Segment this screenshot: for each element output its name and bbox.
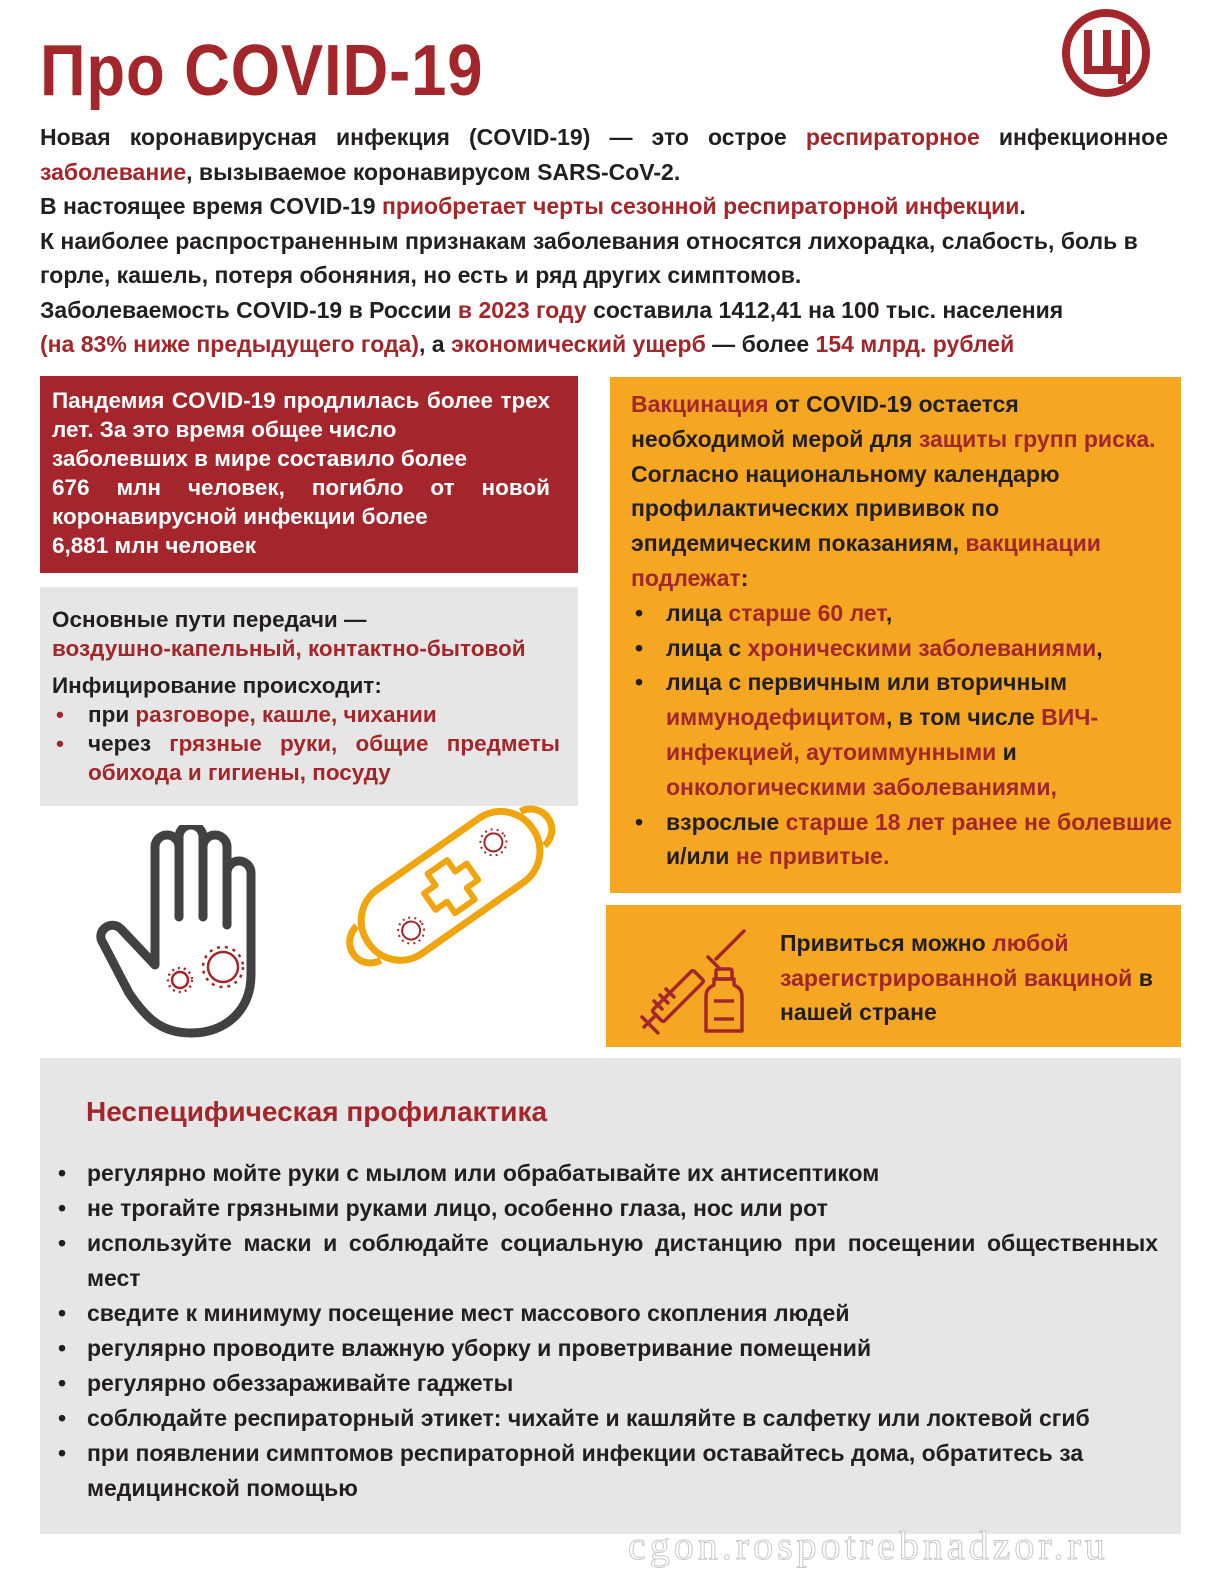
pandemic-text-line: заболевших в мире составило более (52, 446, 468, 471)
list-item: • не трогайте грязными руками лицо, особенно глаза, нос или рот (52, 1191, 1158, 1226)
routes-label: Основные пути передачи — (52, 607, 367, 632)
list-item: • регулярно мойте руки с мылом или обрабатывайте их антисептиком (52, 1156, 1158, 1191)
list-item: • лица с первичным или вторичным иммунодефицитом, в том числе ВИЧ-инфекцией, аутоиммунными и онкологическими заболеваниями, (631, 665, 1173, 804)
list-item: • соблюдайте респираторный этикет: чихайте и кашляйте в салфетку или локтевой сгиб (52, 1401, 1158, 1436)
pandemic-info-box (40, 376, 578, 573)
syringe-icon (640, 927, 750, 1035)
intro-text (40, 120, 1168, 362)
vaccinate-box (606, 905, 1181, 1047)
list-item: • взрослые старше 18 лет ранее не болевшие и/или не привитые. (631, 805, 1173, 875)
infection-list (52, 700, 560, 787)
vaccination-box (610, 377, 1181, 893)
mask-icon (320, 785, 580, 980)
list-item: • через грязные руки, общие предметы обихода и гигиены, посуду (52, 729, 560, 787)
list-item: • используйте маски и соблюдайте социальную дистанцию при посещении общественных мест (52, 1226, 1158, 1296)
transmission-box (40, 587, 578, 806)
pandemic-text-line: 676 млн человек, погибло от новой (52, 475, 550, 500)
vaccination-intro: Вакцинация от COVID-19 остается необходимой мерой для защиты групп риска. (631, 391, 1156, 452)
list-item: • регулярно проводите влажную уборку и проветривание помещений (52, 1331, 1158, 1366)
vaccination-calendar: Согласно национальному календарю профилактических прививок по эпидемическим показаниям, вакцинации подлежат: (631, 460, 1101, 591)
section-title: Неспецифическая профилактика (86, 1096, 548, 1127)
risk-groups-list (631, 596, 1173, 874)
intro-paragraph-definition: Новая коронавирусная инфекция (COVID-19) — это острое респираторное инфекционное заболевание, вызываемое коронавирусом SARS-CoV-2. (40, 124, 1169, 185)
intro-paragraph-seasonal: В настоящее время COVID-19 приобретает черты сезонной респираторной инфекции. (40, 193, 1026, 219)
logo-icon (1050, 8, 1162, 98)
routes-value: воздушно-капельный, контактно-бытовой (52, 636, 526, 661)
list-item: • лица с хроническими заболеваниями, (631, 631, 1173, 666)
page-title: Про COVID-19 (40, 31, 484, 111)
infection-label: Инфицирование происходит: (52, 673, 382, 698)
list-item: • при разговоре, кашле, чихании (52, 700, 560, 729)
list-item: • регулярно обеззараживайте гаджеты (52, 1366, 1158, 1401)
prevention-section (40, 1058, 1181, 1534)
pandemic-text-line: 6,881 млн человек (52, 533, 256, 558)
vaccinate-text: Привиться можно любой зарегистрированной вакциной в нашей стране (780, 930, 1153, 1025)
hand-virus-icon (95, 825, 275, 1040)
list-item: • лица старше 60 лет, (631, 596, 1173, 631)
vial-icon (706, 969, 742, 1031)
site-watermark: cgon.rospotrebnadzor.ru (628, 1523, 1109, 1568)
list-item: • сведите к минимуму посещение мест массового скопления людей (52, 1296, 1158, 1331)
intro-paragraph-symptoms: К наиболее распространенным признакам заболевания относятся лихорадка, слабость, боль в горле, кашель, потеря обоняния, но есть и ряд других симптомов. (40, 227, 1138, 288)
pandemic-text-line: коронавирусной инфекции более (52, 504, 428, 529)
prevention-list (52, 1156, 1158, 1506)
list-item: • при появлении симптомов респираторной инфекции оставайтесь дома, обратитесь за медицинской помощью (52, 1436, 1158, 1506)
intro-paragraph-statistics: Заболеваемость COVID-19 в России в 2023 году составила 1412,41 на 100 тыс. населения (на 83% ниже предыдущего года), а экономический ущерб — более 154 млрд. рублей (40, 296, 1064, 357)
pandemic-text: Пандемия COVID-19 продлилась более трех лет. За это время общее число (52, 388, 550, 442)
